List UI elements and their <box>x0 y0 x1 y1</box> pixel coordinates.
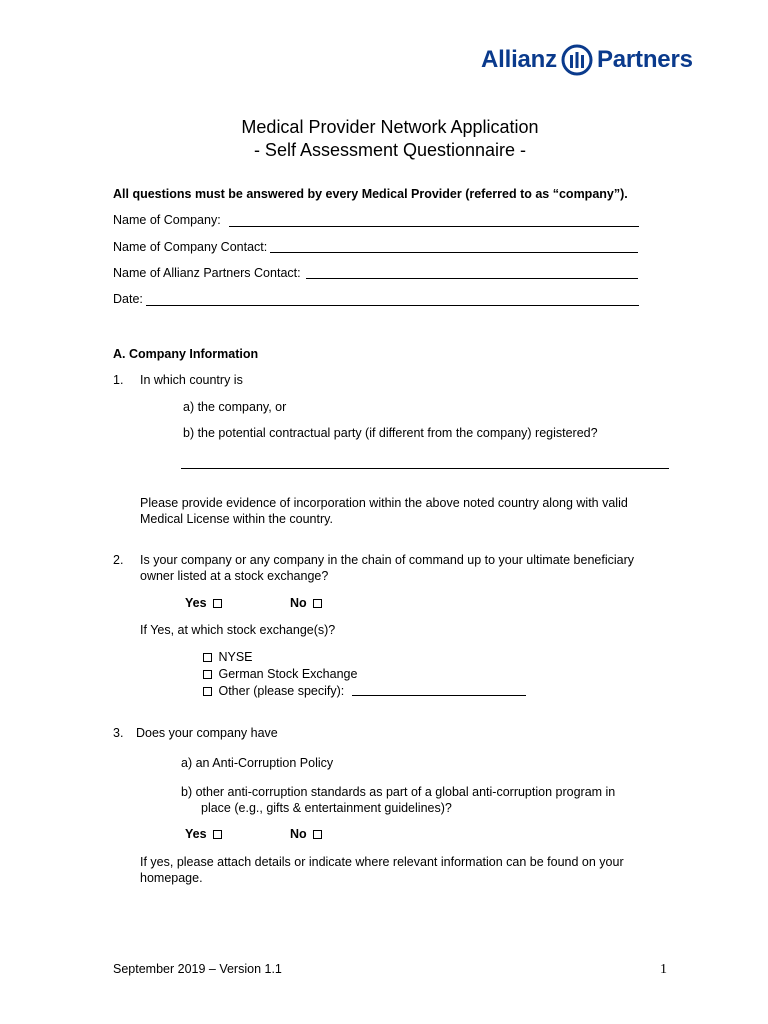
q2-option-nyse[interactable] <box>203 649 253 665</box>
document-title: Medical Provider Network Application <box>241 117 539 137</box>
q3-option-b-line1: b) other anti-corruption standards as part of a global anti-corruption program in <box>181 785 616 799</box>
document-subtitle: - Self Assessment Questionnaire - <box>253 140 527 160</box>
allianz-eagle-icon <box>561 44 593 76</box>
q2-followup: If Yes, at which stock exchange(s)? <box>140 623 336 637</box>
allianz-contact-field[interactable] <box>306 278 638 279</box>
q2-no-checkbox[interactable] <box>313 599 322 608</box>
q3-number: 3. <box>113 726 124 740</box>
q3-no-label: No <box>290 827 307 841</box>
intro-text: All questions must be answered by every Medical Provider (referred to as “company”). <box>113 187 628 201</box>
q1-note-line1: Please provide evidence of incorporation within the above noted country along with valid <box>140 496 628 510</box>
q3-no-checkbox[interactable] <box>313 830 322 839</box>
company-contact-label: Name of Company Contact: <box>113 240 268 254</box>
q3-option-a: a) an Anti-Corruption Policy <box>181 756 334 770</box>
q1-text: In which country is <box>140 373 243 387</box>
q1-option-b: b) the potential contractual party (if different from the company) registered? <box>183 426 598 440</box>
q3-option-b-line2: place (e.g., gifts & entertainment guidelines)? <box>201 801 452 815</box>
q3-no-option[interactable] <box>290 826 322 842</box>
allianz-contact-label: Name of Allianz Partners Contact: <box>113 266 301 280</box>
q3-yes-label: Yes <box>185 827 207 841</box>
q2-text-line2: owner listed at a stock exchange? <box>140 569 329 583</box>
q2-yes-option[interactable] <box>185 595 222 611</box>
other-specify-field[interactable] <box>352 695 526 696</box>
date-label: Date: <box>113 292 143 306</box>
company-name-label: Name of Company: <box>113 213 221 227</box>
other-label: Other (please specify): <box>218 684 345 698</box>
date-field[interactable] <box>146 305 639 306</box>
q2-number: 2. <box>113 553 124 567</box>
q2-no-option[interactable] <box>290 595 322 611</box>
q3-yes-option[interactable] <box>185 826 222 842</box>
german-exchange-checkbox[interactable] <box>203 670 212 679</box>
company-name-field[interactable] <box>229 226 639 227</box>
q3-yes-checkbox[interactable] <box>213 830 222 839</box>
allianz-partners-logo <box>481 40 693 80</box>
q3-note-line1: If yes, please attach details or indicate where relevant information can be found on your <box>140 855 624 869</box>
nyse-label: NYSE <box>218 650 253 664</box>
q3-text: Does your company have <box>136 726 278 740</box>
nyse-checkbox[interactable] <box>203 653 212 662</box>
other-checkbox[interactable] <box>203 687 212 696</box>
q3-note-line2: homepage. <box>140 871 203 885</box>
company-contact-field[interactable] <box>270 252 638 253</box>
q2-no-label: No <box>290 596 307 610</box>
q2-option-german-exchange[interactable] <box>203 666 357 682</box>
q2-option-other[interactable] <box>203 683 344 699</box>
logo-text-allianz: Allianz <box>481 46 557 73</box>
logo-text-partners: Partners <box>596 46 693 73</box>
q1-number: 1. <box>113 373 124 387</box>
q2-yes-label: Yes <box>185 596 207 610</box>
page-number: 1 <box>660 962 667 977</box>
german-exchange-label: German Stock Exchange <box>218 667 358 681</box>
q1-option-a: a) the company, or <box>183 400 287 414</box>
q1-answer-field[interactable] <box>181 468 669 469</box>
q2-text-line1: Is your company or any company in the chain of command up to your ultimate beneficiary <box>140 553 635 567</box>
footer-version: September 2019 – Version 1.1 <box>113 962 282 976</box>
q1-note-line2: Medical License within the country. <box>140 512 333 526</box>
section-a-heading: A. Company Information <box>113 347 259 361</box>
q2-yes-checkbox[interactable] <box>213 599 222 608</box>
